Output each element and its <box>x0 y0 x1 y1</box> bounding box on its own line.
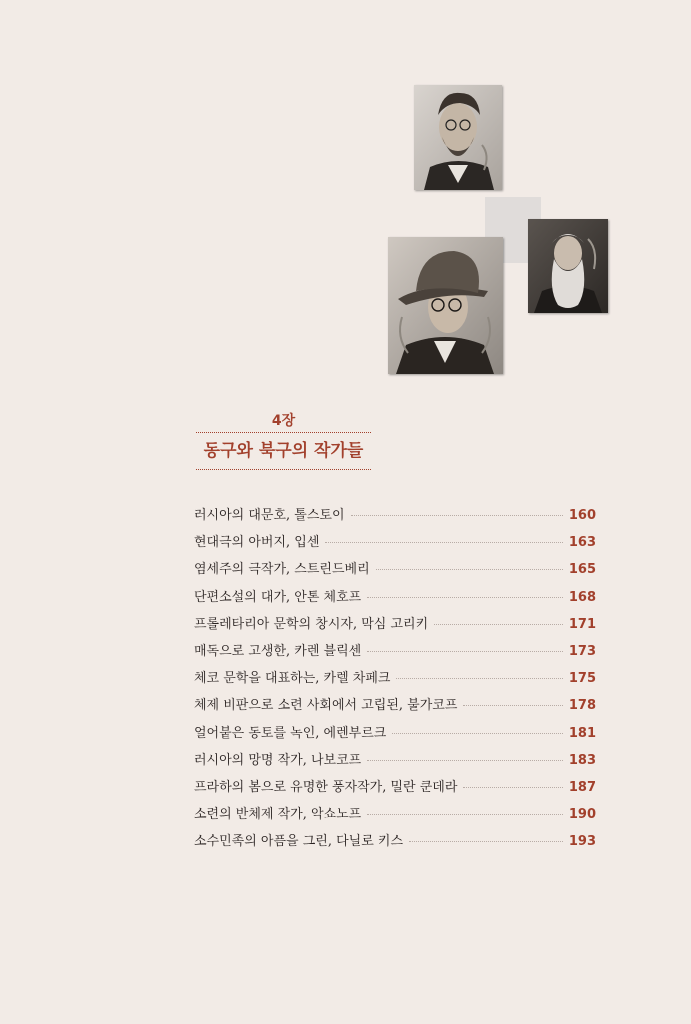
chapter-heading <box>196 410 371 470</box>
toc-entry[interactable] <box>194 532 596 559</box>
toc-entry[interactable] <box>194 559 596 586</box>
chapter-title: 동구와 북구의 작가들 <box>203 441 364 461</box>
portrait-bearded-man-image <box>528 219 608 313</box>
toc-entry-title: 체제 비판으로 소련 사회에서 고립된, 불가코프 <box>194 698 458 714</box>
dot-leader <box>376 569 563 570</box>
dot-leader <box>367 814 563 815</box>
chapter-divider-bottom <box>196 469 371 470</box>
toc-entry-page: 187 <box>568 779 596 795</box>
author-portrait-right <box>528 219 608 313</box>
toc-entry-title: 러시아의 대문호, 톨스토이 <box>194 508 345 523</box>
toc-entry[interactable] <box>194 750 596 777</box>
toc-entry[interactable] <box>194 587 596 614</box>
toc-entry-page: 168 <box>568 589 596 605</box>
toc-entry-page: 175 <box>568 671 596 687</box>
author-portrait-bottom <box>388 237 503 374</box>
toc-entry-title: 프롤레타리아 문학의 창시자, 막심 고리키 <box>194 616 429 632</box>
toc-entry-page: 178 <box>568 698 596 714</box>
toc-entry[interactable] <box>194 777 596 804</box>
toc-entry-page: 171 <box>568 616 596 632</box>
dot-leader <box>351 515 563 516</box>
toc-entry-page: 165 <box>568 562 596 578</box>
dot-leader <box>392 733 563 734</box>
toc-entry-title: 프라하의 봄으로 유명한 풍자작가, 밀란 쿤데라 <box>194 779 458 795</box>
toc-entry-title: 러시아의 망명 작가, 나보코프 <box>194 752 362 768</box>
dot-leader <box>409 841 563 842</box>
dot-leader <box>367 760 563 761</box>
chapter-number: 4장 <box>271 413 296 429</box>
toc-entry[interactable] <box>194 614 596 641</box>
toc-entry-title: 단편소설의 대가, 안톤 체호프 <box>194 589 362 605</box>
toc-entry-page: 190 <box>568 807 596 823</box>
toc-entry-title: 소수민족의 아픔을 그린, 다닐로 키스 <box>194 834 404 850</box>
dot-leader <box>463 705 562 706</box>
toc-entry-title: 얼어붙은 동토를 녹인, 에렌부르크 <box>194 725 387 741</box>
table-of-contents <box>194 505 596 858</box>
toc-entry-page: 183 <box>568 752 596 768</box>
dot-leader <box>325 542 562 543</box>
toc-entry-title: 매독으로 고생한, 카렌 블릭센 <box>194 643 362 659</box>
dot-leader <box>463 787 562 788</box>
dot-leader <box>367 597 563 598</box>
toc-entry-page: 163 <box>568 535 596 551</box>
dot-leader <box>396 678 562 679</box>
portrait-hat-man-image <box>388 237 503 374</box>
toc-entry[interactable] <box>194 804 596 831</box>
toc-entry[interactable] <box>194 505 596 532</box>
toc-entry-title: 소련의 반체제 작가, 악쇼노프 <box>194 807 362 823</box>
toc-entry-page: 181 <box>568 725 596 741</box>
toc-entry-title: 체코 문학을 대표하는, 카렐 차페크 <box>194 671 391 687</box>
author-portrait-top <box>414 85 502 190</box>
portrait-mustache-man-image <box>414 85 502 190</box>
toc-entry[interactable] <box>194 641 596 668</box>
toc-entry[interactable] <box>194 831 596 858</box>
toc-entry[interactable] <box>194 723 596 750</box>
toc-entry[interactable] <box>194 695 596 722</box>
dot-leader <box>434 624 563 625</box>
toc-entry[interactable] <box>194 668 596 695</box>
toc-entry-page: 160 <box>568 508 596 523</box>
dot-leader <box>367 651 563 652</box>
toc-entry-page: 173 <box>568 643 596 659</box>
toc-entry-page: 193 <box>568 834 596 850</box>
toc-entry-title: 현대극의 아버지, 입센 <box>194 535 320 551</box>
toc-entry-title: 염세주의 극작가, 스트린드베리 <box>194 562 370 578</box>
